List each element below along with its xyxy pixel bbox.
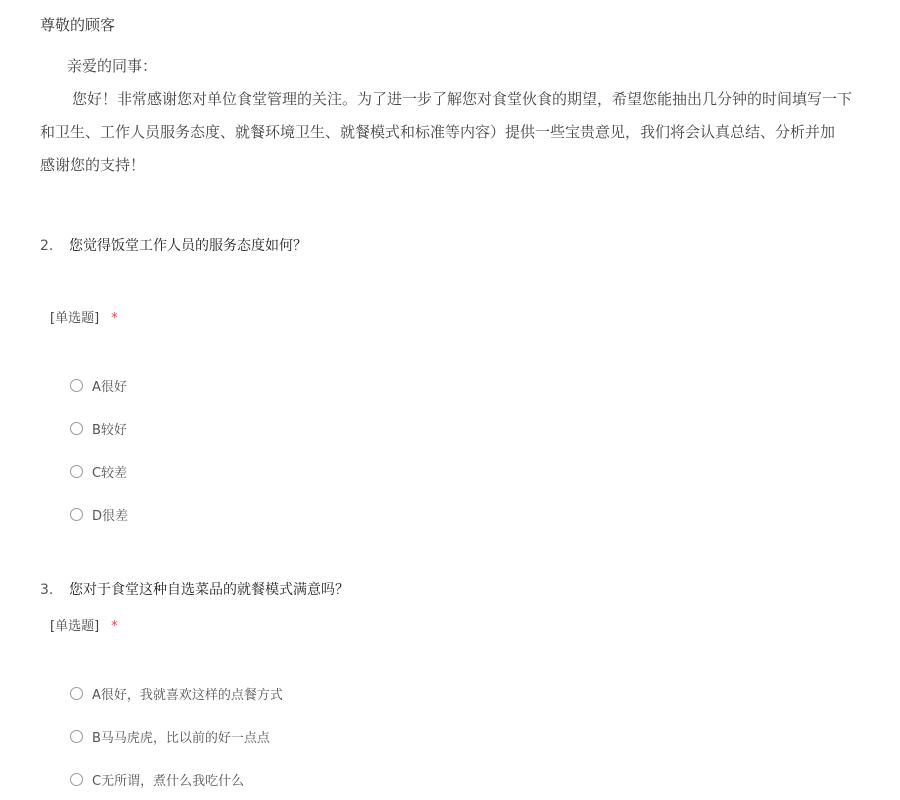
required-mark: * [111,619,118,634]
q3-option-c[interactable] [70,770,244,789]
radio-unchecked-icon[interactable] [70,379,83,392]
option-label: A很好，我就喜欢这样的点餐方式 [92,688,283,703]
q2-option-b[interactable] [70,419,127,438]
question-3-title [40,579,349,599]
q2-option-d[interactable] [70,505,128,524]
question-type-label: [单选题] [50,311,100,326]
question-number: 3. [40,582,54,598]
intro-salutation: 亲爱的同事： [67,57,158,75]
intro-line-3: 感谢您的支持！ [40,156,146,174]
option-label: B较好 [92,423,127,438]
page-title: 尊敬的顾客 [40,16,116,34]
intro-line-2: 和卫生、工作人员服务态度、就餐环境卫生、就餐模式和标准等内容）提供一些宝贵意见，我们将会认真总结、分析并加 [40,123,836,141]
question-text: 您觉得饭堂工作人员的服务态度如何？ [69,238,307,254]
radio-unchecked-icon[interactable] [70,773,83,786]
radio-unchecked-icon[interactable] [70,508,83,521]
question-3-type [50,615,118,634]
option-label: A很好 [92,380,127,395]
question-2-title [40,235,307,255]
q2-option-a[interactable] [70,376,127,395]
radio-unchecked-icon[interactable] [70,730,83,743]
intro-line-1: 您好！非常感谢您对单位食堂管理的关注。为了进一步了解您对食堂伙食的期望，希望您能抽出几分钟的时间填写一下 [72,90,853,108]
option-label: C较差 [92,466,128,481]
option-label: B马马虎虎，比以前的好一点点 [92,731,270,746]
radio-unchecked-icon[interactable] [70,422,83,435]
question-type-label: [单选题] [50,619,100,634]
radio-unchecked-icon[interactable] [70,465,83,478]
option-label: D很差 [92,509,129,524]
required-mark: * [111,311,118,326]
question-number: 2. [40,238,54,254]
radio-unchecked-icon[interactable] [70,687,83,700]
q3-option-b[interactable] [70,727,270,746]
q3-option-a[interactable] [70,684,283,703]
question-text: 您对于食堂这种自选菜品的就餐模式满意吗？ [69,582,349,598]
intro-text [40,50,900,182]
question-2-type [50,307,118,326]
option-label: C无所谓，煮什么我吃什么 [92,774,245,789]
q2-option-c[interactable] [70,462,127,481]
